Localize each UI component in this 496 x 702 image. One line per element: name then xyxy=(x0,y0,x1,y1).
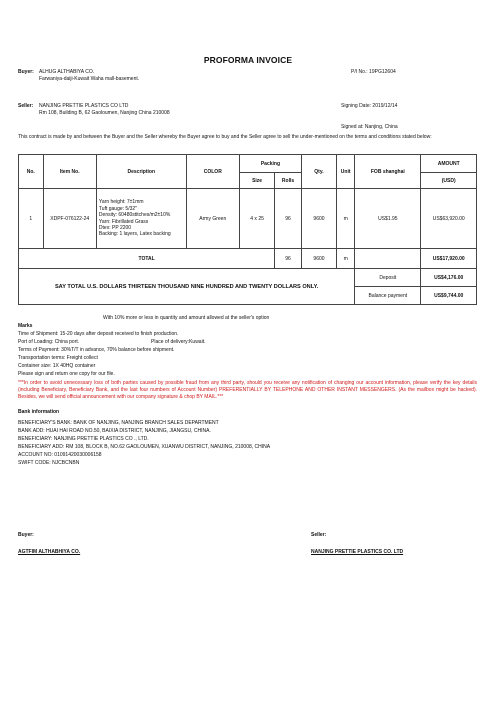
description-line: Yarn: Fibrillated Grass xyxy=(98,218,149,225)
marks-label: Marks xyxy=(18,323,33,329)
description-line: Tuft gauge: 5/32" xyxy=(98,205,137,212)
bank-line: BANK ADD: HUAI HAI ROAD NO.50, BAIXIA DISTRICT, NANJING, JIANGSU, CHINA. xyxy=(18,428,211,434)
row-description xyxy=(96,189,186,249)
header-rolls: Rolls xyxy=(275,173,302,189)
say-total: SAY TOTAL U.S. DOLLARS THIRTEEN THOUSAND NINE HUNDRED AND TWENTY DOLLARS ONLY. xyxy=(19,269,355,305)
description-line: Yarn height: 7±1mm xyxy=(98,199,144,206)
deposit-label: Deposit xyxy=(355,269,421,287)
balance-value: US$9,744.00 xyxy=(421,287,477,305)
row-fob: US$1.95 xyxy=(355,189,421,249)
signing-date: Signing Date: 2019/12/14 xyxy=(341,103,398,109)
header-packing: Packing xyxy=(239,155,301,173)
terms-of-payment: Terms of Payment: 30%T/T in advance, 70% balance before shipment. xyxy=(18,347,175,353)
fraud-warning: ***In order to avoid unnecessary loss of both parties caused by possible fraud from any third party, should you receive any notification of changing our account information, please verify the key details (including Beneficiary, Beneficiary Bank, and the last four numbers of Account Number) PREFERENTIALLY BY TELEPHONE AND OTHER INSTANT MESSENGERS. (As the mailbox might be hacked). Besides, we will send official announcement with our company signature & chop BY MAIL.*** xyxy=(18,380,477,400)
contract-intro: This contract is made by and between the Buyer and the Seller whereby the Buyer agree to buy and the Seller agree to sell the under-mentioned on the terms and conditions stated below: xyxy=(18,134,432,140)
row-size: 4 x 25 xyxy=(239,189,274,249)
bank-line: SWIFT CODE: NJCBCNBN xyxy=(18,460,80,466)
row-item-no: XDPF-076122-24 xyxy=(43,189,96,249)
header-qty: Qty. xyxy=(301,155,336,189)
total-rolls: 96 xyxy=(275,249,302,269)
tolerance-note: With 10% more or less in quantity and amount allowed at the seller's option xyxy=(103,315,270,321)
port-of-loading: Port of Loading: China port. xyxy=(18,339,80,345)
time-of-shipment: Time of Shipment: 15-20 days after deposit received to finish production. xyxy=(18,331,179,337)
total-label: TOTAL xyxy=(19,249,275,269)
invoice-table xyxy=(18,154,477,305)
description-line: Dtex: PP 2200 xyxy=(98,224,132,231)
total-qty: 9600 xyxy=(301,249,336,269)
bank-line: BENEFICIARY: NANJING PRETTIE PLASTICS CO ., LTD. xyxy=(18,436,149,442)
buyer-name: ALHUG ALTHABIYA CO. xyxy=(39,69,95,75)
header-no: No. xyxy=(19,155,44,189)
row-rolls: 96 xyxy=(275,189,302,249)
signed-at: Signed at: Nanjing, China xyxy=(341,124,398,130)
transportation-terms: Transportation terms: Freight collect xyxy=(18,355,98,361)
place-of-delivery: Place of delivery:Kuwait. xyxy=(151,339,206,345)
container-size: Container size: 1X 40HQ container xyxy=(18,363,96,369)
header-size: Size xyxy=(239,173,274,189)
sign-and-return: Please sign and return one copy for our file. xyxy=(18,371,115,377)
deposit-value: US$4,176.00 xyxy=(421,269,477,287)
seller-label: Seller: xyxy=(18,103,34,109)
pi-number: P/I No.: 19PG12604 xyxy=(351,69,396,75)
header-amount-unit: (USD) xyxy=(421,173,477,189)
bank-line: ACCOUNT NO: 01091420030006158 xyxy=(18,452,102,458)
total-unit: m xyxy=(337,249,355,269)
buyer-address: Farwaniya-daiji-Kuwait Waha mall-basement. xyxy=(39,76,140,82)
description-line: Backing: 1 layers, Latex backing xyxy=(98,231,171,238)
header-description: Description xyxy=(96,155,186,189)
seller-signature-label: Seller: xyxy=(311,532,327,538)
row-amount: US$63,920.00 xyxy=(421,189,477,249)
bank-line: BENEFICIARY'S BANK: BANK OF NANJING, NANJING BRANCH SALES DEPARTMENT xyxy=(18,420,219,426)
buyer-signature-label: Buyer: xyxy=(18,532,34,538)
seller-name: NANJING PRETTIE PLASTICS CO LTD xyxy=(39,103,129,109)
bank-line: BENEFICIARY ADD: RM 108, BLOCK B, NO.62 GAOLOUMEN, XUANWU DISTRICT, NANJING, 210008, CHINA xyxy=(18,444,271,450)
row-color: Army Green xyxy=(186,189,239,249)
seller-signature-name: NANJING PRETTIE PLASTICS CO. LTD xyxy=(311,549,404,555)
header-color: COLOR xyxy=(186,155,239,189)
header-amount: AMOUNT xyxy=(421,155,477,173)
balance-label: Balance payment xyxy=(355,287,421,305)
table-row xyxy=(19,189,477,249)
total-amount: US$17,920.00 xyxy=(421,249,477,269)
description-line: Density: 60480stitches/m2±10% xyxy=(98,212,171,219)
row-no: 1 xyxy=(19,189,44,249)
total-row xyxy=(19,249,477,269)
header-fob: FOB shanghai xyxy=(355,155,421,189)
header-unit: Unit xyxy=(337,155,355,189)
buyer-label: Buyer: xyxy=(18,69,34,75)
header-item-no: Item No. xyxy=(43,155,96,189)
row-qty: 9600 xyxy=(301,189,336,249)
row-unit: m xyxy=(337,189,355,249)
bank-info-label: Bank information xyxy=(18,409,60,415)
buyer-signature-name: AGTFIM ALTHABHIYA CO. xyxy=(18,549,81,555)
document-title: PROFORMA INVOICE xyxy=(203,55,293,65)
seller-address: Rm 108, Building B, 62 Gaoloumen, Nanjing China 210008 xyxy=(39,110,170,116)
